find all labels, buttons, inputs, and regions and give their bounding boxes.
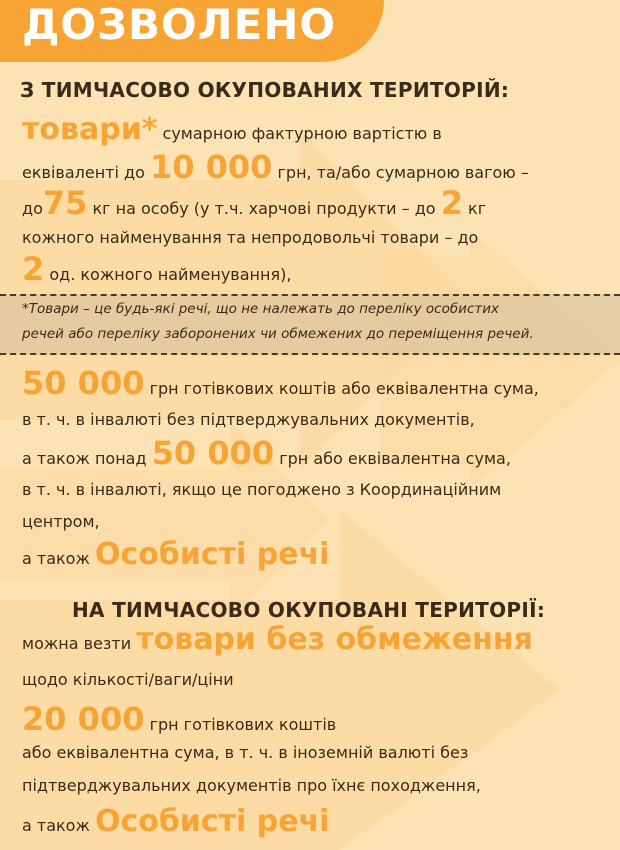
goods-weight: 75 — [42, 184, 88, 222]
section-heading-to: НА ТИМЧАСОВО ОКУПОВАНІ ТЕРИТОРІЇ: — [72, 598, 546, 622]
cash-line-4: в т. ч. в інвалюті, якщо це погоджено з Координаційним — [22, 480, 502, 499]
to-line-6: а також Особисті речі — [22, 804, 330, 839]
footnote-line-2: речей або переліку заборонених чи обмежених до переміщення речей. — [22, 326, 534, 342]
cash-amount-2: 50 000 — [151, 434, 275, 472]
section-heading-from: З ТИМЧАСОВО ОКУПОВАНИХ ТЕРИТОРІЙ: — [20, 78, 510, 102]
to-line-2: щодо кількості/ваги/ціни — [22, 670, 234, 689]
cash-line-3: а також понад 50 000 грн або еквівалентна сума, — [22, 434, 511, 472]
goods-food-kg: 2 — [440, 184, 463, 222]
cash-line-1: 50 000 грн готівкових коштів або еквівалентна сума, — [22, 364, 539, 402]
to-line-1: можна везти товари без обмеження — [22, 622, 533, 657]
cash-amount-1: 50 000 — [22, 364, 145, 402]
cash-line-2: в т. ч. в інвалюті без підтверджувальних документів, — [22, 410, 475, 429]
to-line-5: підтверджувальних документів про їхнє походження, — [22, 776, 481, 795]
to-cash-amount: 20 000 — [22, 700, 145, 738]
cash-line-5: центром, — [22, 512, 100, 531]
goods-line-2: еквіваленті до 10 000 грн, та/або сумарною вагою – — [22, 148, 529, 186]
personal-items-from: Особисті речі — [94, 537, 330, 572]
personal-items-to: Особисті речі — [94, 804, 330, 839]
goods-line-3: до75 кг на особу (у т.ч. харчові продукти – до 2 кг — [22, 184, 487, 222]
goods-word: товари* — [22, 112, 158, 147]
to-line-3: 20 000 грн готівкових коштів — [22, 700, 337, 738]
goods-line-1: товари* сумарною фактурною вартістю в — [22, 112, 442, 147]
cash-line-6: а також Особисті речі — [22, 537, 330, 572]
goods-no-limit: товари без обмеження — [136, 622, 533, 657]
goods-amount: 10 000 — [149, 148, 273, 186]
goods-line-5: 2 од. кожного найменування), — [22, 250, 292, 288]
page-title: ДОЗВОЛЕНО — [22, 0, 337, 49]
goods-footnote — [0, 294, 620, 355]
to-line-4: або еквівалентна сума, в т. ч. в іноземній валюті без — [22, 743, 469, 762]
goods-units: 2 — [22, 250, 45, 288]
footnote-line-1: *Товари – це будь-які речі, що не належать до переліку особистих — [22, 301, 499, 317]
goods-line-4: кожного найменування та непродовольчі товари – до — [22, 228, 479, 247]
